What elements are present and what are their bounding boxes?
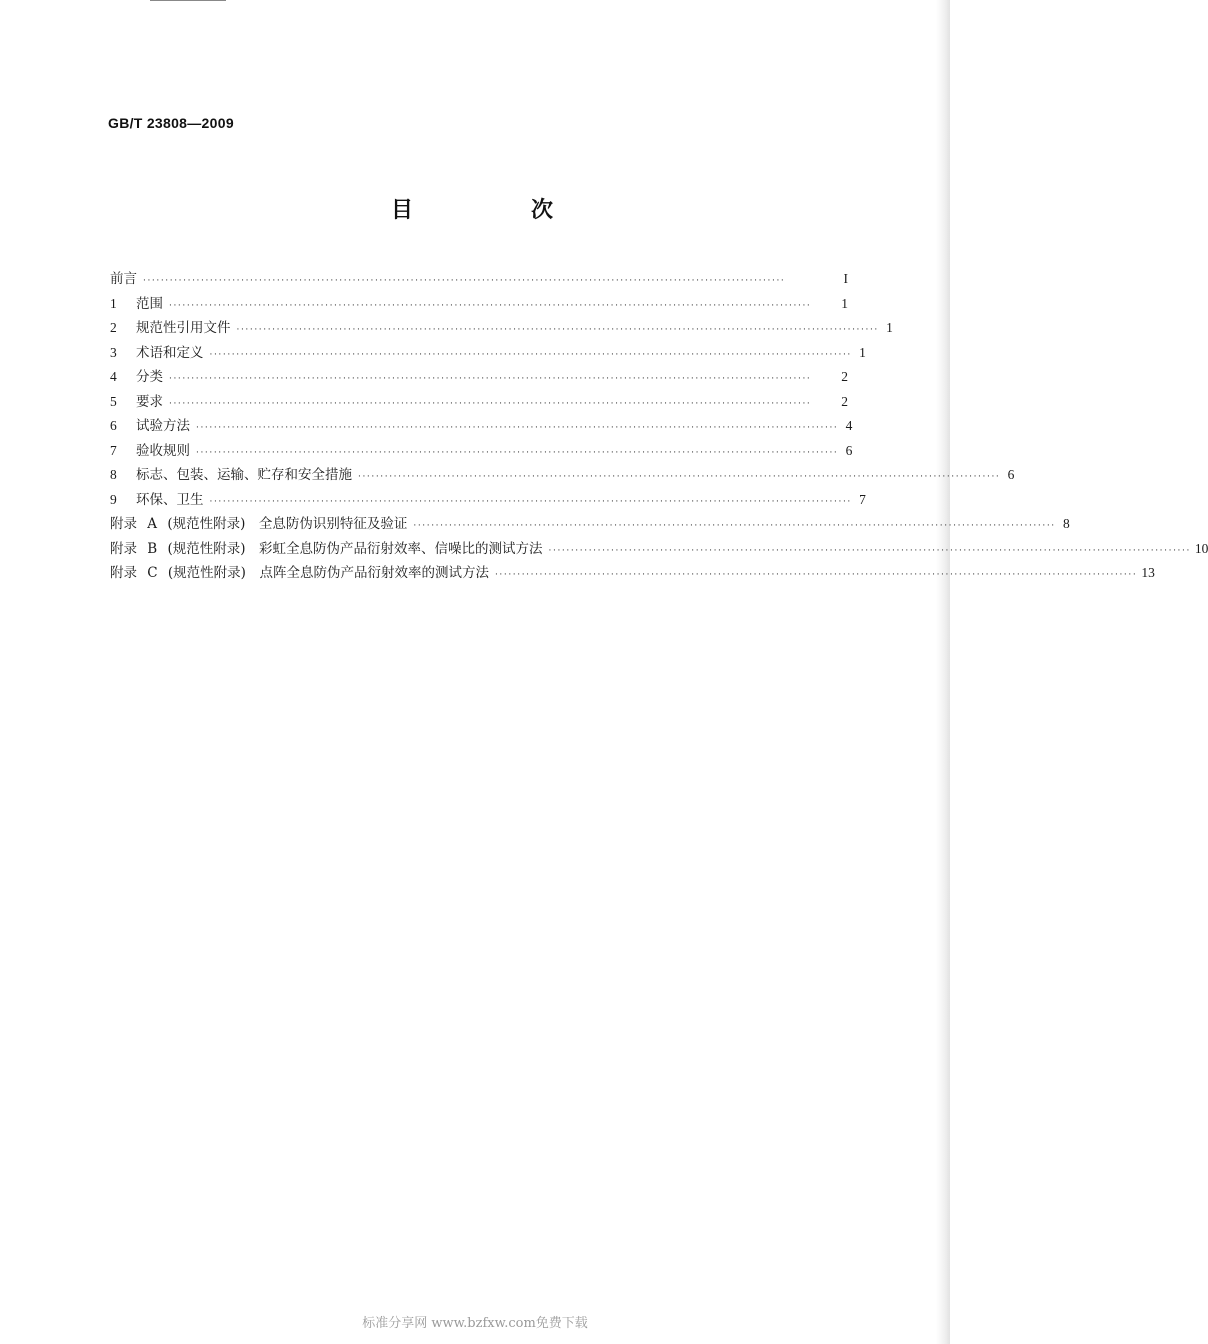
toc-entry-label: 规范性引用文件 (136, 320, 231, 336)
toc-entry-normative-references[interactable] (110, 316, 893, 341)
toc-entry-page: 2 (841, 369, 848, 384)
toc-entry-environment-hygiene[interactable] (110, 488, 866, 513)
toc-entry-appendix-c[interactable] (110, 561, 1155, 586)
toc-leader-dots: ················································································································································ (209, 349, 852, 360)
toc-entry-label: 范围 (136, 295, 163, 312)
toc-entry-page: 1 (886, 320, 893, 335)
standard-code: GB/T 23808—2009 (108, 115, 234, 131)
toc-entry-page: 1 (859, 344, 866, 360)
toc-entry-label: 要求 (136, 393, 163, 410)
toc-leader-dots: ················································································································································ (169, 300, 812, 311)
toc-leader-dots: ················································································································································ (358, 472, 1001, 482)
toc-entry-page: 2 (841, 393, 848, 409)
footer-watermark: 标准分享网 www.bzfxw.com免费下载 (362, 1316, 588, 1331)
toc-entry-label: 标志、包装、运输、贮存和安全措施 (136, 467, 352, 483)
toc-entry-marking-packaging[interactable] (110, 463, 1015, 488)
toc-entry-requirements[interactable] (110, 390, 848, 415)
toc-entry-page: I (843, 271, 848, 286)
toc-entry-number: 6 (110, 418, 117, 433)
toc-entry-page: 1 (841, 295, 848, 311)
toc-entry-page: 13 (1141, 565, 1155, 580)
toc-entry-test-methods[interactable] (110, 414, 853, 439)
toc-entry-page: 6 (1007, 467, 1015, 482)
toc-entry-number: 9 (110, 491, 117, 507)
toc-entry-label: 附录 A (规范性附录) 全息防伪识别特征及验证 (110, 516, 408, 532)
toc-leader-dots: ················································································································································ (169, 374, 812, 384)
toc-entry-appendix-a[interactable] (110, 512, 1070, 537)
toc-entry-terms[interactable] (110, 341, 866, 366)
toc-entry-classification[interactable] (110, 365, 848, 390)
toc-leader-dots: ················································································································································ (236, 325, 879, 335)
toc-title: 目 次 (390, 198, 601, 223)
scan-top-mark (150, 0, 226, 1)
toc-entry-acceptance-rules[interactable] (110, 439, 853, 464)
toc-entry-label: 试验方法 (136, 418, 190, 434)
toc-entry-number: 3 (110, 344, 117, 360)
toc-entry-label: 术语和定义 (136, 344, 204, 361)
toc-entry-appendix-b[interactable] (110, 537, 1208, 562)
toc-entry-page: 10 (1194, 540, 1208, 556)
toc-entry-label: 验收规则 (136, 442, 190, 459)
toc-leader-dots: ················································································································································ (494, 570, 1138, 580)
toc-entry-foreword[interactable] (110, 267, 848, 292)
toc-leader-dots: ················································································································································ (143, 276, 786, 286)
toc-leader-dots: ················································································································································ (548, 545, 1191, 556)
toc-entry-page: 4 (845, 418, 853, 433)
toc-entry-number: 8 (110, 467, 117, 482)
toc-entry-page: 6 (845, 442, 853, 458)
toc-entry-label: 附录 C (规范性附录) 点阵全息防伪产品衍射效率的测试方法 (110, 565, 489, 581)
toc-entry-number: 1 (110, 295, 117, 311)
toc-entry-number: 7 (110, 442, 117, 458)
table-of-contents (110, 267, 1208, 586)
toc-entry-number: 4 (110, 369, 117, 384)
toc-leader-dots: ················································································································································ (169, 398, 812, 409)
toc-entry-label: 附录 B (规范性附录) 彩虹全息防伪产品衍射效率、信噪比的测试方法 (110, 540, 543, 557)
toc-entry-label: 环保、卫生 (136, 491, 204, 508)
toc-entry-number: 5 (110, 393, 117, 409)
toc-leader-dots: ················································································································································ (196, 447, 839, 458)
toc-entry-label: 前言 (110, 271, 137, 287)
toc-entry-page: 8 (1063, 516, 1070, 531)
toc-leader-dots: ················································································································································ (196, 423, 839, 433)
toc-entry-number: 2 (110, 320, 117, 335)
toc-leader-dots: ················································································································································ (209, 496, 852, 507)
toc-entry-label: 分类 (136, 369, 163, 385)
toc-entry-scope[interactable] (110, 292, 848, 317)
toc-entry-page: 7 (859, 491, 866, 507)
toc-leader-dots: ················································································································································ (413, 521, 1056, 531)
